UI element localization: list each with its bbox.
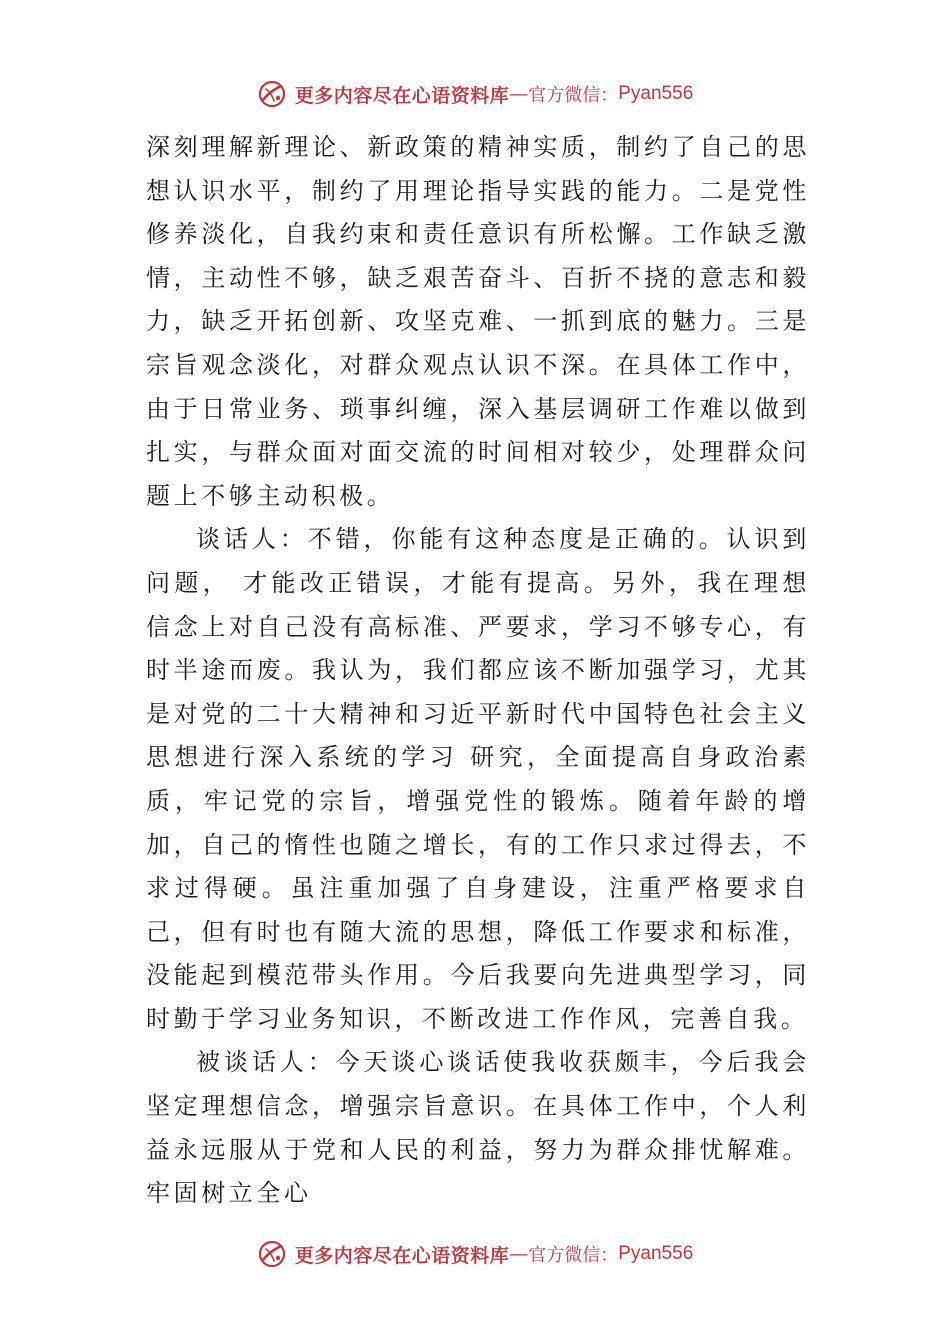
- brush-logo-icon: [257, 79, 287, 109]
- footer-banner-separator: —: [509, 1243, 529, 1265]
- footer-banner-wechat-id: Pyan556: [618, 1243, 694, 1264]
- footer-banner: [0, 1232, 950, 1276]
- document-body: [146, 126, 810, 1216]
- footer-banner-wechat-label: 官方微信：: [528, 1245, 619, 1266]
- footer-banner-title: 更多内容尽在心语资料库: [294, 1244, 510, 1267]
- brush-logo-icon: [257, 1239, 287, 1269]
- paragraph-continuation: 深刻理解新理论、新政策的精神实质，制约了自己的思想认识水平，制约了用理论指导实践的能力。二是党性修养淡化，自我约束和责任意识有所松懈。工作缺乏激情，主动性不够，缺乏艰苦奋斗、百折不挠的意志和毅力，缺乏开拓创新、攻坚克难、一抓到底的魅力。三是宗旨观念淡化，对群众观点认识不深。在具体工作中，由于日常业务、琐事纠缠，深入基层调研工作难以做到扎实，与群众面对面交流的时间相对较少，处理群众问题上不够主动积极。: [146, 133, 810, 510]
- banner-title: 更多内容尽在心语资料库: [294, 84, 510, 107]
- paragraph-interviewer: 谈话人：不错，你能有这种态度是正确的。认识到问题， 才能改正错误，才能有提高。另外，我在理想信念上对自己没有高标准、严要求，学习不够专心，有时半途而废。我认为，我们都应该不断加强学习，尤其是对党的二十大精神和习近平新时代中国特色社会主义思想进行深入系统的学习 研究，全面提高自身政治素质，牢记党的宗旨，增强党性的锻炼。随着年龄的增加，自己的惰性也随之增长，有的工作只求过得去，不求过得硬。虽注重加强了自身建设，注重严格要求自己，但有时也有随大流的思想，降低工作要求和标准，没能起到模范带头作用。今后我要向先进典型学习，同时勤于学习业务知识，不断改进工作作风，完善自我。: [146, 525, 810, 1033]
- header-banner: [0, 72, 950, 116]
- paragraph-interviewee: 被谈话人：今天谈心谈话使我收获颇丰，今后我会坚定理想信念，增强宗旨意识。在具体工作中，个人利益永远服从于党和人民的利益，努力为群众排忧解难。牢固树立全心: [146, 1048, 810, 1208]
- banner-wechat-id: Pyan556: [618, 83, 694, 104]
- banner-separator: —: [509, 83, 529, 105]
- banner-wechat-label: 官方微信：: [528, 85, 619, 106]
